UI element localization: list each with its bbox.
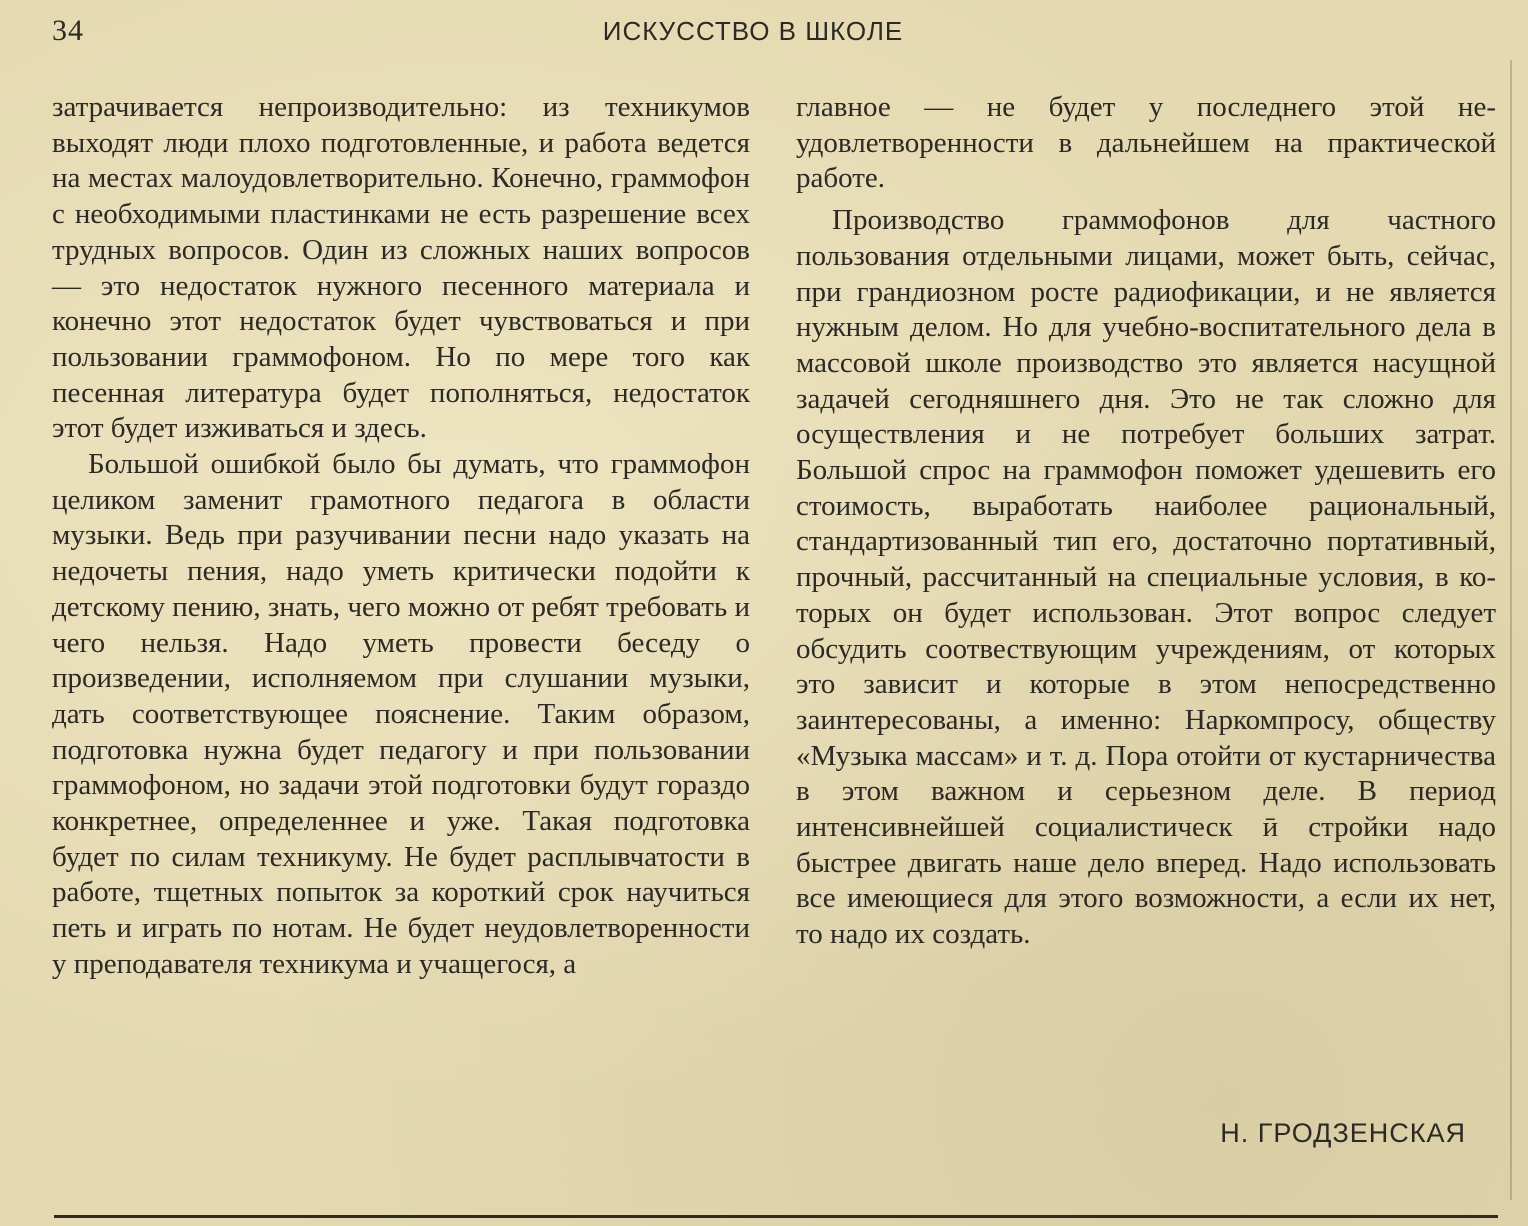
running-title: ИСКУССТВО В ШКОЛЕ [602, 16, 904, 46]
page-edge-shadow [1510, 60, 1512, 1200]
bottom-rule [54, 1215, 1498, 1218]
left-paragraph-1: затрачивается непроизводительно: из техникумов выходят люди плохо подготовленные, и работа ведется на местах малоудовлетворительно. Конечно, граммофон с необходимыми пластинками не есть разрешение всех трудных вопросов. Один из сложных наших вопросов — это недостаток нужного песенного материала и конечно этот недостаток будет чувствоваться и при пользовании граммофоном. Но по мере того как песенная литература будет пополняться, недостаток этот будет изживаться и здесь. [52, 91, 750, 445]
page-number: 34 [52, 14, 84, 47]
page-header [52, 14, 1492, 54]
left-paragraph-2: Большой ошибкой было бы думать, что граммофон целиком заменит грамотного педагога в области музыки. Ведь при разучивании песни надо указать на недочеты пения, надо уметь критически подойти к детскому пению, знать, чего можно от ребят требовать и чего нельзя. Надо уметь провести беседу о произведении, исполняемом при слушании музыки, дать соответствующее пояснение. Таким образом, подготовка нужна будет педагогу и при пользовании граммофоном, но задачи этой подготовки будут гораздо конкретнее, определеннее и уже. Такая подготовка будет по силам техникуму. Не будет расплывчатости в работе, тщетных попыток за короткий срок научиться петь и играть по нотам. Не будет неудовлетворенности у преподавателя техникума и учащегося, а [52, 448, 750, 980]
right-paragraph-2: Производство граммофонов для частного пользования отдельными лицами, может быть, сейчас, при грандиозном росте радиофикации, и не является нужным делом. Но для учебно-воспитательного дела в массовой школе производство это является насущной задачей сегодняшнего дня. Это не так сложно для осуществления и не потребует больших затрат. Большой спрос на граммофон поможет удешевить его стоимость, выработать наиболее рациональный, стандартизованный тип его, достаточно портативный, прочный, рассчитанный на специальные условия, в которых он будет использован. Этот вопрос следует обсудить соотвествующим учреждениям, от которых это зависит и которые в этом непосредственно заинтересованы, а именно: Наркомпросу, обществу «Музыка массам» и т. д. Пора отойти от кустарничества в этом важном и серьезном деле. В период интенсивнейшей социалистическ ӣ стройки надо быстрее двигать наше дело вперед. Надо использовать все имеющиеся для этого возможности, а если их нет, то надо их создать. [796, 204, 1496, 951]
left-column [52, 90, 750, 983]
author-signature: Н. ГРОДЗЕНСКАЯ [1220, 1118, 1466, 1148]
right-paragraph-1: главное — не будет у последнего этой неудовлетворенности в дальнейшем на практической работе. [796, 91, 1496, 195]
right-column [796, 90, 1496, 953]
